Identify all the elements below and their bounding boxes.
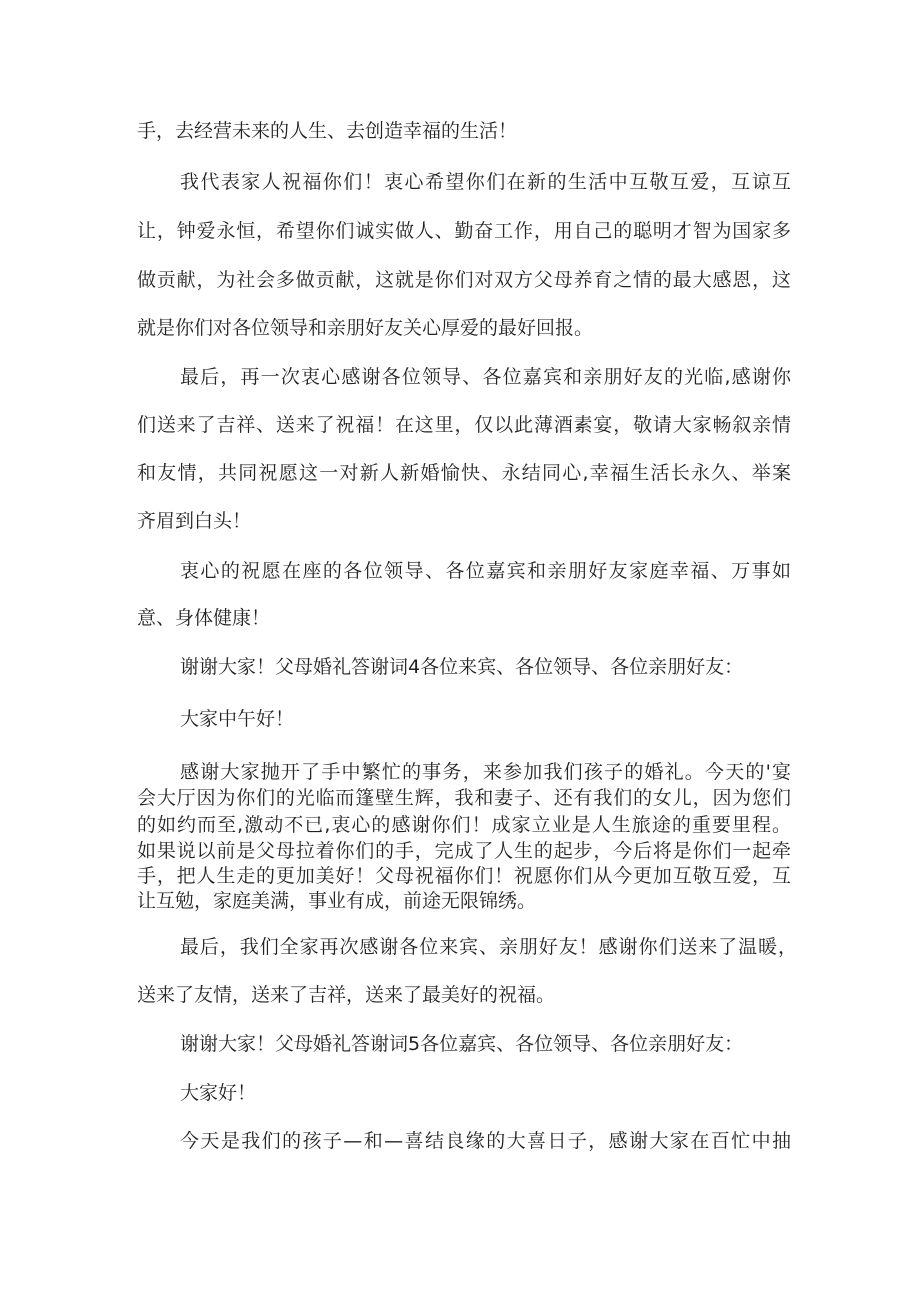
text-line: 做贡献，为社会多做贡献，这就是你们对双方父母养育之情的最大感恩，这 bbox=[137, 269, 791, 291]
text-line: 我代表家人祝福你们！衷心希望你们在新的生活中互敬互爱，互谅互 bbox=[180, 171, 791, 193]
text-line: 让互勉，家庭美满，事业有成，前途无限锦绣。 bbox=[137, 890, 537, 912]
text-line: 手，去经营未来的人生、去创造幸福的生活！ bbox=[137, 120, 518, 142]
text-line: 们送来了吉祥、送来了祝福！在这里，仅以此薄酒素宴，敬请大家畅叙亲情 bbox=[137, 414, 791, 436]
text-line: 和友情，共同祝愿这一对新人新婚愉快、永结同心,幸福生活长永久、举案 bbox=[137, 462, 791, 484]
text-line: 最后，再一次衷心感谢各位领导、各位嘉宾和亲朋好友的光临,感谢你 bbox=[180, 366, 791, 388]
text-line: 感谢大家抛开了手中繁忙的事务，来参加我们孩子的婚礼。今天的'宴 bbox=[180, 761, 791, 783]
text-line: 就是你们对各位领导和亲朋好友关心厚爱的最好回报。 bbox=[137, 317, 594, 339]
text-line: 最后，我们全家再次感谢各位来宾、亲朋好友！感谢你们送来了温暖， bbox=[180, 936, 797, 958]
text-line: 今天是我们的孩子—和—喜结良缘的大喜日子，感谢大家在百忙中抽 bbox=[180, 1130, 791, 1152]
text-line: 大家中午好！ bbox=[180, 708, 295, 730]
text-line: 送来了友情，送来了吉祥，送来了最美好的祝福。 bbox=[137, 984, 556, 1006]
text-line: 会大厅因为你们的光临而篷壁生辉，我和妻子、还有我们的女儿，因为您们 bbox=[137, 787, 791, 809]
text-line: 意、身体健康！ bbox=[137, 607, 271, 629]
text-line: 的如约而至,激动不已,衷心的感谢你们！成家立业是人生旅途的重要里程。 bbox=[137, 814, 791, 836]
text-line: 齐眉到白头！ bbox=[137, 510, 252, 532]
text-line: 衷心的祝愿在座的各位领导、各位嘉宾和亲朋好友家庭幸福、万事如 bbox=[180, 560, 791, 582]
text-line: 让，钟爱永恒，希望你们诚实做人、勤奋工作，用自己的聪明才智为国家多 bbox=[137, 220, 791, 242]
text-line: 谢谢大家！父母婚礼答谢词4各位来宾、各位领导、各位亲朋好友： bbox=[180, 656, 744, 678]
text-line: 大家好！ bbox=[180, 1082, 257, 1104]
text-line: 手，把人生走的更加美好！父母祝福你们！祝愿你们从今更加互敬互爱，互 bbox=[137, 865, 791, 887]
text-line: 谢谢大家！父母婚礼答谢词5各位嘉宾、各位领导、各位亲朋好友： bbox=[180, 1033, 744, 1055]
text-line: 如果说以前是父母拉着你们的手，完成了人生的起步，今后将是你们一起牵 bbox=[137, 840, 791, 862]
